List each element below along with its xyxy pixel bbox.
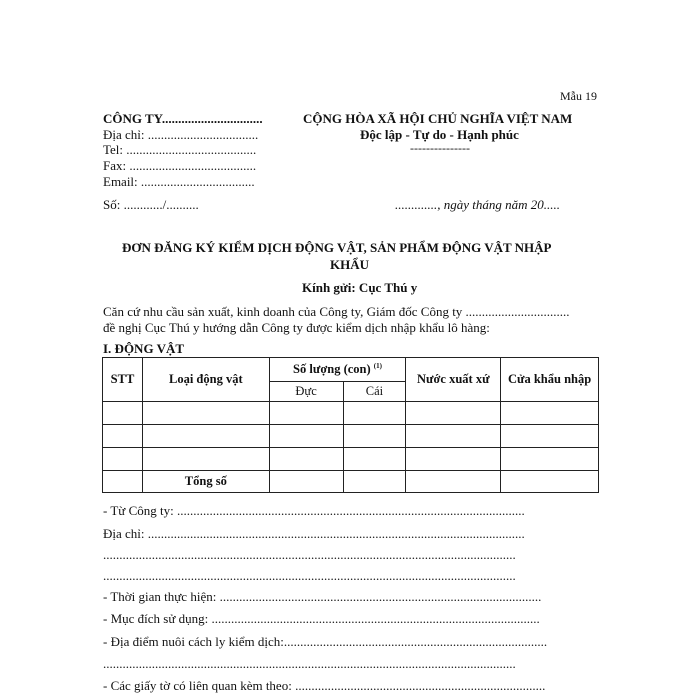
blank-line: ............................................................................................................................... xyxy=(103,568,516,583)
from-company-field: - Từ Công ty: ........................................................................................................... xyxy=(103,503,525,518)
intro-line-2: đề nghị Cục Thú y hướng dẫn Công ty được kiểm dịch nhập khẩu lô hàng: xyxy=(103,320,490,335)
header-quantity-label: Số lượng (con) xyxy=(293,362,371,377)
motto-divider: --------------- xyxy=(410,141,470,155)
header-animal-type: Loại động vật xyxy=(142,358,269,402)
nation-motto: Độc lập - Tự do - Hạnh phúc xyxy=(360,127,519,142)
header-quantity-note: (1) xyxy=(373,361,382,370)
table-total-row xyxy=(103,471,599,493)
purpose-field: - Mục đích sử dụng: ..................................................................................................... xyxy=(103,611,540,626)
time-field: - Thời gian thực hiện: ................................................................................................... xyxy=(103,589,542,604)
header-male: Đực xyxy=(269,382,343,402)
company-fax-field: Fax: ....................................... xyxy=(103,158,257,173)
blank-line: ............................................................................................................................... xyxy=(103,547,516,562)
company-name-field: CÔNG TY............................... xyxy=(103,111,263,126)
document-number-field: Số: ............/.......... xyxy=(103,197,199,212)
animal-table xyxy=(102,357,599,493)
company-address-field: Địa chỉ: .................................. xyxy=(103,127,259,142)
section-animals-heading: I. ĐỘNG VẬT xyxy=(103,341,185,356)
header-quantity xyxy=(269,358,406,382)
documents-field: - Các giấy tờ có liên quan kèm theo: ............................................................................. xyxy=(103,678,546,693)
table-row xyxy=(103,402,599,425)
header-stt: STT xyxy=(103,358,143,402)
header-female: Cái xyxy=(343,382,406,402)
company-tel-field: Tel: ........................................ xyxy=(103,142,257,157)
form-code: Mẫu 19 xyxy=(560,89,597,103)
table-row xyxy=(103,448,599,471)
table-row xyxy=(103,425,599,448)
document-title-line2: KHẨU xyxy=(330,257,369,272)
header-origin: Nước xuất xứ xyxy=(406,358,501,402)
blank-line: ............................................................................................................................... xyxy=(103,656,516,671)
date-line: ............., ngày tháng năm 20..... xyxy=(395,197,561,212)
quarantine-place-field: - Địa điểm nuôi cách ly kiểm dịch:................................................................................. xyxy=(103,634,548,649)
recipient-line: Kính gửi: Cục Thú y xyxy=(302,280,418,295)
address-field: Địa chỉ: .................................................................................................................... xyxy=(103,526,525,541)
total-label: Tổng số xyxy=(142,471,269,493)
header-border-gate: Cửa khẩu nhập xyxy=(501,358,599,402)
nation-title: CỘNG HÒA XÃ HỘI CHỦ NGHĨA VIỆT NAM xyxy=(303,111,573,126)
intro-line-1: Căn cứ nhu cầu sản xuất, kinh doanh của Công ty, Giám đốc Công ty ................................ xyxy=(103,304,570,319)
company-email-field: Email: ................................... xyxy=(103,174,255,189)
document-title-line1: ĐƠN ĐĂNG KÝ KIỂM DỊCH ĐỘNG VẬT, SẢN PHẨM ĐỘNG VẬT NHẬP xyxy=(122,240,552,255)
